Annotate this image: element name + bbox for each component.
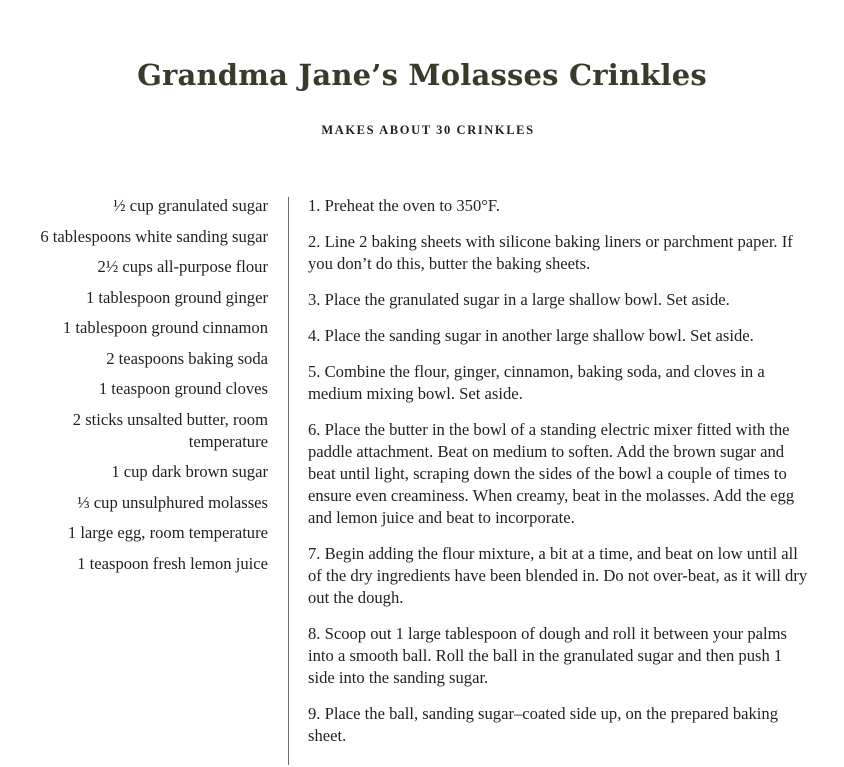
ingredient-item: 1 tablespoon ground cinnamon: [62, 318, 268, 337]
recipe-title: Grandma Jane’s Molasses Crinkles: [137, 58, 707, 92]
ingredient-item: ⅓ cup unsulphured molasses: [77, 492, 268, 512]
ingredient-list: [38, 195, 268, 583]
ingredient-item: 1 teaspoon ground cloves: [98, 379, 268, 398]
instruction-step: 9. Place the ball, sanding sugar–coated side up, on the prepared baking sheet.: [308, 704, 779, 745]
column-divider: [288, 197, 289, 765]
instruction-step: 7. Begin adding the flour mixture, a bit at a time, and beat on low until all of the dry ingredients have been blended in. Do not over-beat, as it will dry out the dough.: [308, 544, 808, 607]
instruction-step: 6. Place the butter in the bowl of a standing electric mixer fitted with the paddle attachment. Beat on medium to soften. Add the brown sugar and beat until light, scraping down the sides of the bowl a couple of times to ensure even creaminess. When creamy, beat in the molasses. Add the egg and lemon juice and beat to incorporate.: [308, 420, 795, 527]
ingredient-item: 1 teaspoon fresh lemon juice: [77, 553, 268, 573]
ingredient-item: 1 large egg, room temperature: [67, 523, 268, 542]
ingredient-item: 2 teaspoons baking soda: [106, 348, 268, 368]
instruction-step: 3. Place the granulated sugar in a large shallow bowl. Set aside.: [308, 290, 730, 309]
instruction-step: 1. Preheat the oven to 350°F.: [308, 196, 500, 215]
ingredient-item: 1 tablespoon ground ginger: [85, 287, 268, 307]
recipe-yield: MAKES ABOUT 30 CRINKLES: [321, 123, 535, 137]
ingredient-item: ½ cup granulated sugar: [113, 196, 268, 215]
instruction-step: 5. Combine the flour, ginger, cinnamon, baking soda, and cloves in a medium mixing bowl. Set aside.: [308, 362, 765, 403]
instruction-step: 8. Scoop out 1 large tablespoon of dough and roll it between your palms into a smooth ball. Roll the ball in the granulated sugar and then push 1 side into the sanding sugar.: [308, 624, 787, 687]
ingredient-item: 2½ cups all-purpose flour: [97, 257, 268, 276]
ingredient-item: 6 tablespoons white sanding sugar: [40, 226, 268, 246]
instruction-list: [308, 195, 808, 761]
instruction-step: 2. Line 2 baking sheets with silicone baking liners or parchment paper. If you don’t do this, butter the baking sheets.: [308, 232, 793, 273]
instruction-step: 4. Place the sanding sugar in another large shallow bowl. Set aside.: [308, 326, 754, 345]
ingredient-item: 1 cup dark brown sugar: [111, 462, 268, 481]
ingredient-item: 2 sticks unsalted butter, room temperature: [72, 409, 268, 451]
